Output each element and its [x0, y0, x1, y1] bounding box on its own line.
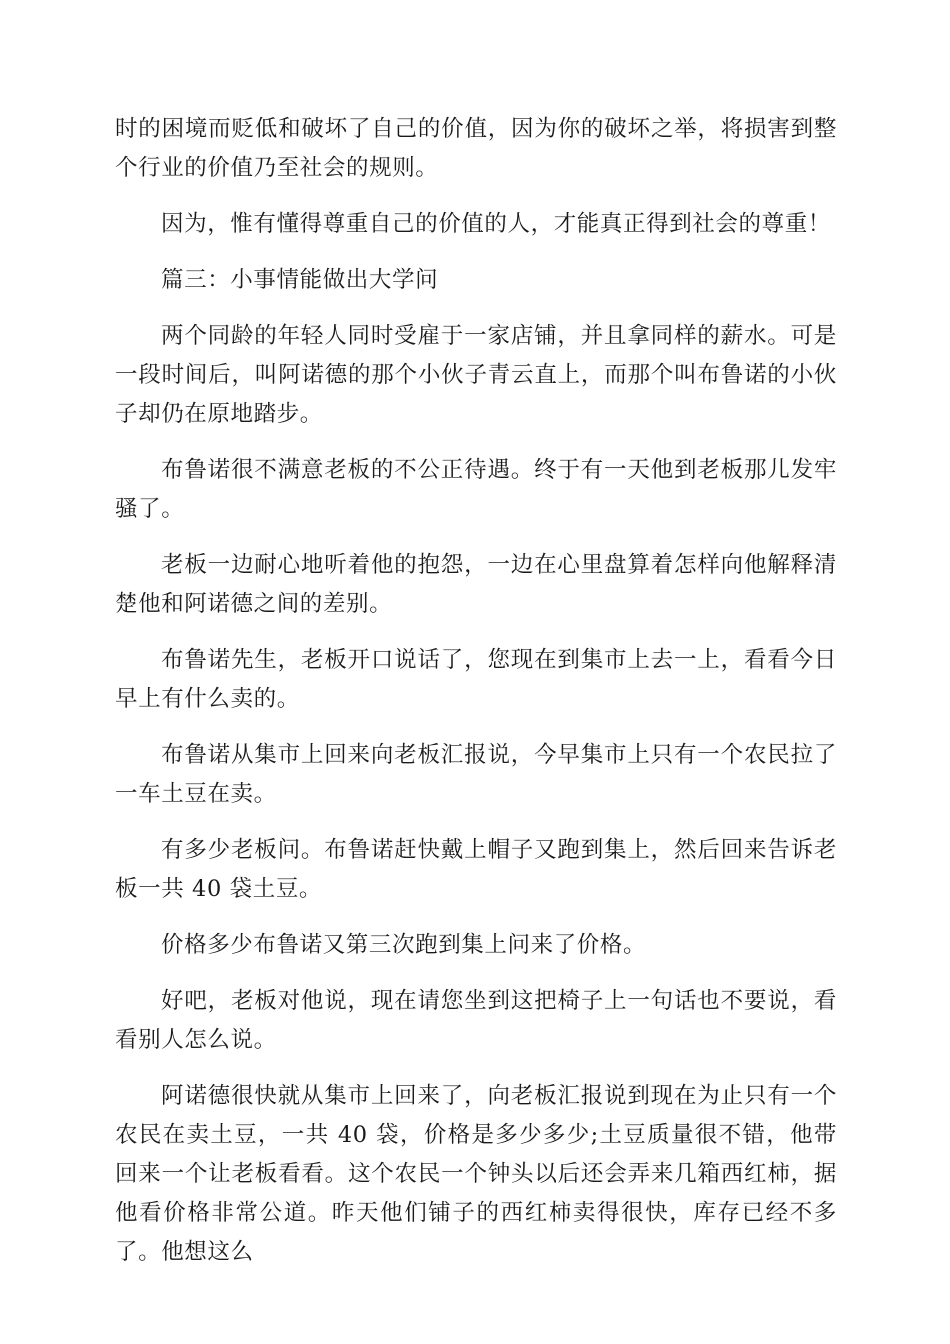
document-page — [115, 110, 837, 1289]
paragraph-boss-speaks: 布鲁诺先生，老板开口说话了，您现在到集市上去一上，看看今日早上有什么卖的。 — [115, 647, 837, 712]
paragraph-bruno-complains: 布鲁诺很不满意老板的不公正待遇。终于有一天他到老板那儿发牢骚了。 — [115, 457, 837, 522]
paragraph-sit-down: 好吧，老板对他说，现在请您坐到这把椅子上一句话也不要说，看看别人怎么说。 — [115, 988, 837, 1053]
paragraph-how-many: 有多少老板问。布鲁诺赶快戴上帽子又跑到集上，然后回来告诉老板一共 40 袋土豆。 — [115, 837, 837, 902]
paragraph-arnold-reports: 阿诺德很快就从集市上回来了，向老板汇报说到现在为止只有一个农民在卖土豆，一共 40 袋，价格是多少多少;土豆质量很不错，他带回来一个让老板看看。这个农民一个钟头以后还会弄来几箱西红柿，据他看价格非常公道。昨天他们铺子的西红柿卖得很快，库存已经不多了。他想这么 — [115, 1083, 837, 1265]
paragraph-two-young-men: 两个同龄的年轻人同时受雇于一家店铺，并且拿同样的薪水。可是一段时间后，叫阿诺德的那个小伙子青云直上，而那个叫布鲁诺的小伙子却仍在原地踏步。 — [115, 323, 837, 427]
paragraph-price: 价格多少布鲁诺又第三次跑到集上问来了价格。 — [161, 932, 647, 958]
paragraph-boss-listens: 老板一边耐心地听着他的抱怨，一边在心里盘算着怎样向他解释清楚他和阿诺德之间的差别。 — [115, 552, 837, 617]
paragraph-bruno-reports: 布鲁诺从集市上回来向老板汇报说，今早集市上只有一个农民拉了一车土豆在卖。 — [115, 742, 837, 807]
section-heading: 篇三：小事情能做出大学问 — [161, 267, 439, 293]
paragraph-continuation: 时的困境而贬低和破坏了自己的价值，因为你的破坏之举，将损害到整个行业的价值乃至社会的规则。 — [115, 116, 837, 181]
paragraph-respect-value: 因为，惟有懂得尊重自己的价值的人，才能真正得到社会的尊重！ — [161, 211, 831, 237]
